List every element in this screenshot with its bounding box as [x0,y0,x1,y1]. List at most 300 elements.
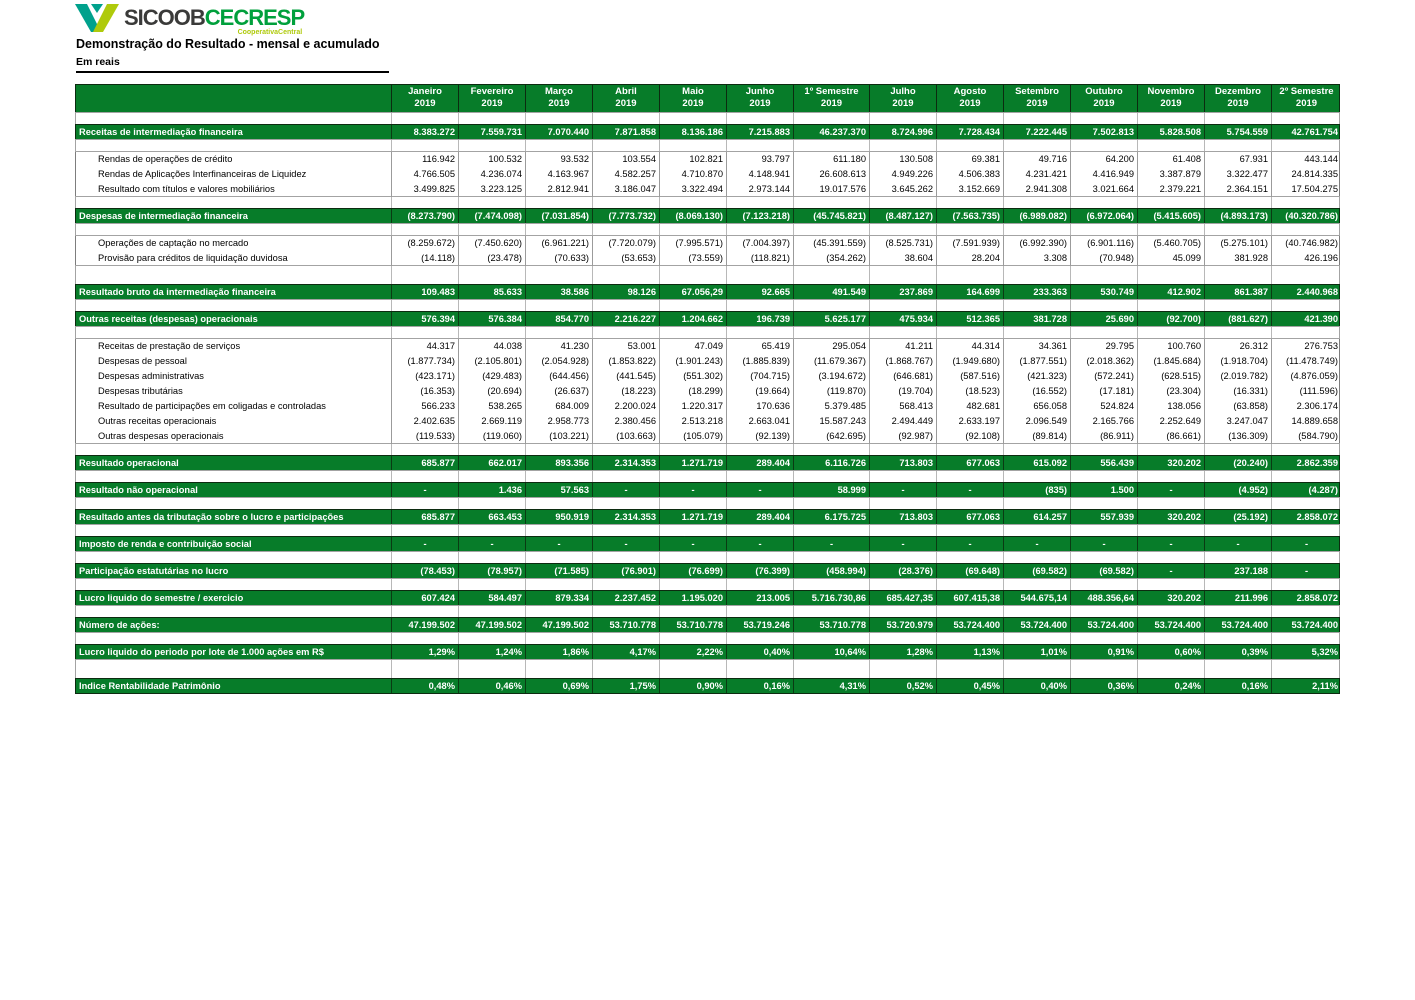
spacer-cell [592,113,659,124]
spacer-cell [936,197,1003,208]
spacer-cell [592,525,659,536]
spacer-row [75,299,1340,312]
spacer-cell [726,300,793,311]
spacer-cell [793,525,869,536]
value-cell: 381.928 [1204,251,1271,266]
value-cell: 713.803 [869,510,936,524]
spacer-cell [793,197,869,208]
value-cell: (40.320.786) [1271,209,1341,223]
value-cell: (18.523) [936,384,1003,399]
spacer-cell [76,444,391,455]
value-cell: 1,13% [936,645,1003,659]
spacer-cell [592,197,659,208]
spacer-cell [1204,266,1271,284]
value-cell: 2.200.024 [592,399,659,414]
value-cell: - [391,537,458,551]
spacer-cell [391,140,458,151]
value-cell: (20.240) [1204,456,1271,470]
value-cell: (6.972.064) [1070,209,1137,223]
spacer-cell [1271,633,1341,644]
value-cell: 2.252.649 [1137,414,1204,429]
spacer-cell [391,266,458,284]
value-cell: (119.533) [391,429,458,444]
spacer-cell [936,525,1003,536]
spacer-row [75,578,1340,591]
spacer-cell [659,525,726,536]
value-cell: 295.054 [793,339,869,354]
value-cell: 233.363 [1003,285,1070,299]
value-cell: (119.870) [793,384,869,399]
value-cell: (1.877.551) [1003,354,1070,369]
value-cell: - [1271,537,1341,551]
value-cell: 47.049 [659,339,726,354]
value-cell: 2.858.072 [1271,510,1341,524]
row-label: Resultado não operacional [79,485,198,495]
value-cell: 2.973.144 [726,182,793,197]
value-cell: 0,40% [726,645,793,659]
value-cell: 53.724.400 [1070,618,1137,632]
value-cell: (354.262) [793,251,869,266]
spacer-cell [1137,224,1204,235]
value-cell: (69.582) [1003,564,1070,578]
spacer-cell [726,197,793,208]
spacer-cell [1271,266,1341,284]
value-cell: 4.416.949 [1070,167,1137,182]
value-cell: 4.236.074 [458,167,525,182]
value-cell: 196.739 [726,312,793,326]
value-cell: (8.273.790) [391,209,458,223]
spacer-cell [936,633,1003,644]
value-cell: 2.237.452 [592,591,659,605]
value-cell: 2.812.941 [525,182,592,197]
spacer-cell [76,300,391,311]
spacer-cell [76,525,391,536]
value-cell: 4.710.870 [659,167,726,182]
spacer-cell [76,660,391,678]
value-cell: 67.056,29 [659,285,726,299]
value-cell: 4.231.421 [1003,167,1070,182]
value-cell: 4,31% [793,679,869,693]
value-cell: (16.552) [1003,384,1070,399]
value-cell: 491.549 [793,285,869,299]
value-cell: (136.309) [1204,429,1271,444]
detail-row [75,369,1340,384]
section-row [75,590,1340,606]
spacer-cell [1070,140,1137,151]
spacer-cell [726,660,793,678]
spacer-cell [1137,471,1204,482]
spacer-cell [1070,525,1137,536]
value-cell: 4.506.383 [936,167,1003,182]
value-cell: (14.118) [391,251,458,266]
column-header: Julho 2019 [869,85,936,112]
spacer-cell [1271,327,1341,338]
row-label: Despesas de intermediação financeira [79,211,248,221]
value-cell: 46.237.370 [793,125,869,139]
spacer-cell [659,197,726,208]
section-row [75,644,1340,660]
value-cell: 2.402.635 [391,414,458,429]
value-cell: (92.987) [869,429,936,444]
value-cell: 0,16% [1204,679,1271,693]
spacer-cell [936,471,1003,482]
value-cell: (881.627) [1204,312,1271,326]
value-cell: 47.199.502 [525,618,592,632]
value-cell: (76.699) [659,564,726,578]
spacer-cell [76,224,391,235]
row-label: Outras receitas (despesas) operacionais [79,314,258,324]
spacer-cell [1204,300,1271,311]
spacer-cell [458,552,525,563]
value-cell: - [592,537,659,551]
value-cell: - [458,537,525,551]
value-cell: (5.460.705) [1137,236,1204,251]
value-cell: 320.202 [1137,510,1204,524]
spacer-cell [1271,140,1341,151]
value-cell: (103.663) [592,429,659,444]
spacer-cell [391,525,458,536]
value-cell: (628.515) [1137,369,1204,384]
value-cell: 2.165.766 [1070,414,1137,429]
row-label: Receitas de prestação de serviços [98,341,241,351]
value-cell: 289.404 [726,510,793,524]
value-cell: 25.690 [1070,312,1137,326]
spacer-cell [1271,224,1341,235]
spacer-cell [1271,498,1341,509]
spacer-cell [726,327,793,338]
value-cell: (2.018.362) [1070,354,1137,369]
value-cell: 64.200 [1070,152,1137,167]
spacer-cell [458,300,525,311]
spacer-cell [793,300,869,311]
value-cell: 42.761.754 [1271,125,1341,139]
spacer-cell [936,498,1003,509]
value-cell: (105.079) [659,429,726,444]
value-cell: 3.645.262 [869,182,936,197]
value-cell: 482.681 [936,399,1003,414]
spacer-cell [1137,579,1204,590]
value-cell: 4,17% [592,645,659,659]
spacer-cell [592,140,659,151]
spacer-cell [592,471,659,482]
spacer-cell [1137,327,1204,338]
value-cell: 2.440.968 [1271,285,1341,299]
spacer-cell [592,579,659,590]
spacer-cell [1003,224,1070,235]
value-cell: (26.637) [525,384,592,399]
spacer-cell [869,498,936,509]
spacer-cell [659,224,726,235]
value-cell: (7.123.218) [726,209,793,223]
value-cell: (70.633) [525,251,592,266]
spacer-cell [726,633,793,644]
row-label: Despesas de pessoal [98,356,187,366]
spacer-cell [391,660,458,678]
spacer-cell [1070,471,1137,482]
value-cell: (7.720.079) [592,236,659,251]
row-label: Outras receitas operacionais [98,416,217,426]
spacer-cell [1137,266,1204,284]
value-cell: 2.216.227 [592,312,659,326]
value-cell: 426.196 [1271,251,1341,266]
value-cell: 0,16% [726,679,793,693]
spacer-cell [726,471,793,482]
value-cell: 656.058 [1003,399,1070,414]
spacer-cell [726,552,793,563]
value-cell: 677.063 [936,456,1003,470]
value-cell: (111.596) [1271,384,1341,399]
spacer-row [75,605,1340,618]
value-cell: 138.056 [1137,399,1204,414]
value-cell: (642.695) [793,429,869,444]
spacer-cell [76,140,391,151]
row-label: Resultado antes da tributação sobre o lucro e participações [79,512,344,522]
spacer-cell [1003,579,1070,590]
spacer-cell [793,552,869,563]
spacer-cell [458,197,525,208]
spacer-row [75,659,1340,679]
spacer-cell [1070,606,1137,617]
value-cell: (1.845.684) [1137,354,1204,369]
value-cell: 3.247.047 [1204,414,1271,429]
spacer-cell [793,444,869,455]
spacer-cell [76,552,391,563]
spacer-cell [458,471,525,482]
value-cell: (8.259.672) [391,236,458,251]
value-cell: 2.669.119 [458,414,525,429]
value-cell: 29.795 [1070,339,1137,354]
value-cell: 557.939 [1070,510,1137,524]
value-cell: 381.728 [1003,312,1070,326]
spacer-cell [1003,327,1070,338]
value-cell: (76.901) [592,564,659,578]
spacer-cell [1003,633,1070,644]
page-title: Demonstração do Resultado - mensal e acumulado [76,37,380,51]
spacer-cell [1204,197,1271,208]
spacer-cell [793,660,869,678]
spacer-row [75,551,1340,564]
value-cell: (1.868.767) [869,354,936,369]
row-label: Despesas administrativas [98,371,204,381]
spacer-cell [726,525,793,536]
spacer-cell [525,444,592,455]
value-cell: 58.999 [793,483,869,497]
spacer-cell [592,300,659,311]
value-cell: - [1070,537,1137,551]
spacer-cell [869,552,936,563]
spacer-cell [869,525,936,536]
value-cell: - [936,483,1003,497]
spacer-cell [1003,525,1070,536]
value-cell: 237.869 [869,285,936,299]
logo-brand2: CECRESP [204,5,305,30]
value-cell: - [1271,564,1341,578]
value-cell: (45.745.821) [793,209,869,223]
value-cell: 26.608.613 [793,167,869,182]
value-cell: 684.009 [525,399,592,414]
value-cell: 2.314.353 [592,510,659,524]
spacer-cell [525,197,592,208]
spacer-cell [525,300,592,311]
spacer-cell [793,266,869,284]
value-cell: (1.918.704) [1204,354,1271,369]
spacer-cell [1070,444,1137,455]
spacer-cell [726,444,793,455]
row-label: Número de ações: [79,620,160,630]
column-header: Setembro 2019 [1003,85,1070,112]
column-header: 1º Semestre 2019 [793,85,869,112]
value-cell: (584.790) [1271,429,1341,444]
value-cell: (119.060) [458,429,525,444]
value-cell: (5.275.101) [1204,236,1271,251]
value-cell: 0,40% [1003,679,1070,693]
spacer-cell [391,471,458,482]
value-cell: 53.724.400 [1137,618,1204,632]
spacer-cell [659,140,726,151]
spacer-cell [1070,266,1137,284]
value-cell: 544.675,14 [1003,591,1070,605]
value-cell: 5.754.559 [1204,125,1271,139]
value-cell: 49.716 [1003,152,1070,167]
value-cell: 2.663.041 [726,414,793,429]
value-cell: 38.604 [869,251,936,266]
value-cell: 92.665 [726,285,793,299]
column-header: Outubro 2019 [1070,85,1137,112]
column-header: Novembro 2019 [1137,85,1204,112]
spacer-row [75,139,1340,152]
value-cell: 0,91% [1070,645,1137,659]
spacer-cell [1070,633,1137,644]
spacer-cell [726,579,793,590]
value-cell: 7.728.434 [936,125,1003,139]
value-cell: (78.957) [458,564,525,578]
value-cell: 615.092 [1003,456,1070,470]
spacer-cell [76,113,391,124]
value-cell: 8.724.996 [869,125,936,139]
spacer-cell [76,266,391,284]
value-cell: (118.821) [726,251,793,266]
value-cell: - [869,537,936,551]
detail-row [75,429,1340,444]
value-cell: (1.949.680) [936,354,1003,369]
value-cell: (5.415.605) [1137,209,1204,223]
spacer-cell [869,140,936,151]
spacer-cell [76,471,391,482]
spacer-cell [1137,197,1204,208]
value-cell: 512.365 [936,312,1003,326]
value-cell: 6.116.726 [793,456,869,470]
spacer-cell [659,113,726,124]
value-cell: (70.948) [1070,251,1137,266]
unit-label: Em reais [76,56,389,73]
value-cell: 57.563 [525,483,592,497]
value-cell: (587.516) [936,369,1003,384]
value-cell: 7.559.731 [458,125,525,139]
spacer-cell [525,633,592,644]
logo-text [124,3,305,36]
row-label: Rendas de Aplicações Interfinanceiras de Liquidez [98,169,307,179]
logo-subtitle: CooperativaCentral [237,29,303,36]
detail-row [75,399,1340,414]
spacer-cell [391,606,458,617]
spacer-cell [1204,552,1271,563]
value-cell: 15.587.243 [793,414,869,429]
spacer-cell [1271,525,1341,536]
spacer-cell [592,224,659,235]
detail-row [75,236,1340,251]
value-cell: (7.773.732) [592,209,659,223]
spacer-cell [525,525,592,536]
value-cell: 53.724.400 [1271,618,1341,632]
value-cell: (71.585) [525,564,592,578]
section-row [75,311,1340,327]
detail-row [75,251,1340,266]
value-cell: 5,32% [1271,645,1341,659]
value-cell: 1.220.317 [659,399,726,414]
value-cell: (11.679.367) [793,354,869,369]
spacer-cell [1271,579,1341,590]
value-cell: 53.724.400 [1204,618,1271,632]
value-cell: 1,01% [1003,645,1070,659]
value-cell: 53.710.778 [659,618,726,632]
value-cell: (646.681) [869,369,936,384]
value-cell: - [726,483,793,497]
spacer-cell [458,444,525,455]
spacer-cell [1271,471,1341,482]
value-cell: - [1137,537,1204,551]
spacer-row [75,112,1340,125]
value-cell: 556.439 [1070,456,1137,470]
value-cell: (16.331) [1204,384,1271,399]
value-cell: 538.265 [458,399,525,414]
spacer-row [75,326,1340,339]
spacer-cell [936,660,1003,678]
row-label: Outras despesas operacionais [98,431,224,441]
row-label: Lucro liquido do semestre / exercicio [79,593,244,603]
value-cell: 320.202 [1137,456,1204,470]
spacer-cell [458,606,525,617]
spacer-cell [936,552,1003,563]
spacer-cell [869,266,936,284]
value-cell: (23.478) [458,251,525,266]
spacer-cell [1137,140,1204,151]
spacer-cell [391,633,458,644]
value-cell: (1.877.734) [391,354,458,369]
spacer-cell [869,327,936,338]
spacer-cell [1204,579,1271,590]
value-cell: 713.803 [869,456,936,470]
row-label: Operações de captação no mercado [98,238,249,248]
spacer-cell [869,224,936,235]
spacer-cell [936,140,1003,151]
value-cell: (17.181) [1070,384,1137,399]
section-row [75,563,1340,579]
sicoob-chevron-icon [74,3,120,33]
value-cell: (92.700) [1137,312,1204,326]
value-cell: 53.710.778 [793,618,869,632]
row-label: Imposto de renda e contribuição social [79,539,252,549]
value-cell: 7.502.813 [1070,125,1137,139]
value-cell: 2.096.549 [1003,414,1070,429]
spacer-cell [525,471,592,482]
value-cell: 98.126 [592,285,659,299]
value-cell: 4.766.505 [391,167,458,182]
value-cell: 1.271.719 [659,510,726,524]
value-cell: 0,90% [659,679,726,693]
value-cell: (18.223) [592,384,659,399]
spacer-cell [391,444,458,455]
value-cell: (7.995.571) [659,236,726,251]
